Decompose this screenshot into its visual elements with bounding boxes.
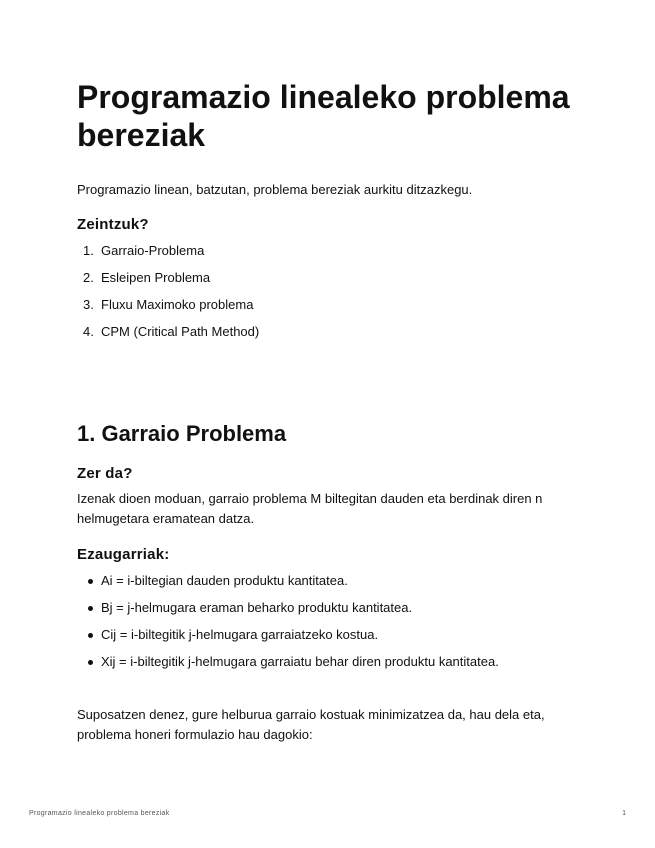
footer-page-number: 1 bbox=[622, 810, 626, 817]
list-number: 3. bbox=[83, 297, 94, 312]
list-number: 4. bbox=[83, 324, 94, 339]
list-item-label: Esleipen Problema bbox=[101, 270, 211, 285]
what-heading: Zer da? bbox=[77, 465, 133, 482]
features-list bbox=[77, 572, 499, 680]
list-item bbox=[77, 572, 499, 599]
document-title: Programazio linealeko problema bereziak bbox=[77, 79, 570, 153]
feature-text: Ai = i-biltegian dauden produktu kantitatea. bbox=[101, 573, 348, 588]
which-heading: Zeintzuk? bbox=[77, 216, 149, 233]
list-item bbox=[77, 269, 259, 296]
list-item bbox=[77, 242, 259, 269]
intro-paragraph: Programazio linean, batzutan, problema bereziak aurkitu ditzazkegu. bbox=[77, 182, 473, 197]
section-heading-transport: 1. Garraio Problema bbox=[77, 421, 287, 446]
list-item bbox=[77, 626, 499, 653]
list-number: 2. bbox=[83, 270, 94, 285]
feature-text: Cij = i-biltegitik j-helmugara garraiatzeko kostua. bbox=[101, 627, 379, 642]
list-item bbox=[77, 599, 499, 626]
feature-text: Xij = i-biltegitik j-helmugara garraiatu behar diren produktu kantitatea. bbox=[101, 654, 499, 669]
bullet-icon bbox=[88, 606, 93, 611]
list-item-label: CPM (Critical Path Method) bbox=[101, 324, 260, 339]
footer-document-name: Programazio linealeko problema bereziak bbox=[29, 810, 170, 817]
list-item bbox=[77, 653, 499, 680]
features-heading: Ezaugarriak: bbox=[77, 546, 170, 563]
list-item bbox=[77, 323, 259, 350]
list-item-label: Fluxu Maximoko problema bbox=[101, 297, 254, 312]
list-item-label: Garraio-Problema bbox=[101, 243, 205, 258]
feature-text: Bj = j-helmugara eraman beharko produktu kantitatea. bbox=[101, 600, 413, 615]
bullet-icon bbox=[88, 633, 93, 638]
problem-types-list bbox=[77, 242, 259, 350]
what-paragraph: Izenak dioen moduan, garraio problema M biltegitan dauden eta berdinak diren n helmugetara eramatean datza. bbox=[77, 491, 543, 526]
bullet-icon bbox=[88, 579, 93, 584]
bullet-icon bbox=[88, 660, 93, 665]
list-number: 1. bbox=[83, 243, 94, 258]
closing-paragraph: Suposatzen denez, gure helburua garraio kostuak minimizatzea da, hau dela eta, problema honeri formulazio hau dagokio: bbox=[77, 707, 545, 742]
list-item bbox=[77, 296, 259, 323]
